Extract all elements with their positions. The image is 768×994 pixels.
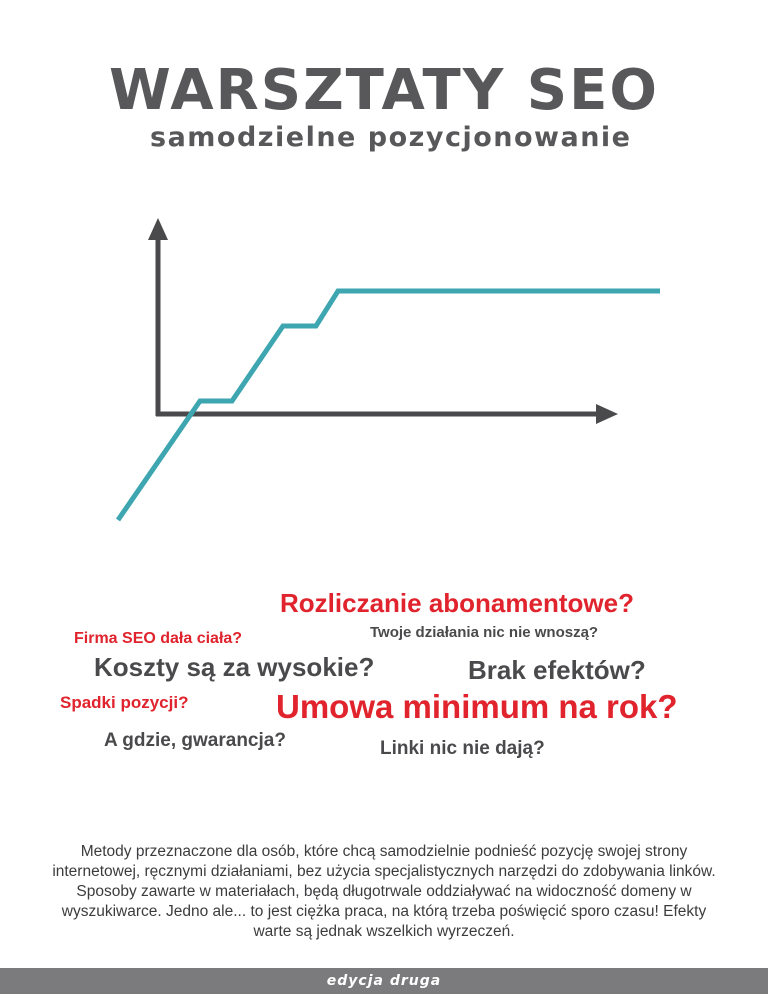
x-axis-arrow-icon bbox=[596, 404, 618, 424]
page-subtitle: samodzielne pozycjonowanie bbox=[150, 122, 632, 153]
question-actions: Twoje działania nic nie wnoszą? bbox=[370, 624, 599, 641]
description-text: Metody przeznaczone dla osób, które chcą samodzielnie podnieść pozycję swojej strony internetowej, ręcznymi działaniami, bez użycia specjalistycznych narzędzi do zdobywania linków. Sposoby zawarte w materiałach, będą długotrwale oddziaływać na widoczność domeny w wyszukiwarce. Jedno ale... to jest ciężka praca, na którą trzeba poświęcić sporo czasu! Efekty warte są jednak wszelkich wyrzeczeń. bbox=[52, 843, 716, 940]
question-contract: Umowa minimum na rok? bbox=[276, 688, 678, 725]
question-no-effects: Brak efektów? bbox=[468, 655, 646, 685]
trend-line bbox=[118, 291, 660, 520]
edition-label: edycja druga bbox=[326, 973, 442, 989]
question-rank-drops: Spadki pozycji? bbox=[60, 693, 189, 712]
question-links: Linki nic nie dają? bbox=[380, 738, 545, 759]
question-billing: Rozliczanie abonamentowe? bbox=[280, 588, 634, 618]
footer-bar bbox=[0, 968, 768, 994]
question-costs: Koszty są za wysokie? bbox=[94, 652, 375, 682]
y-axis-arrow-icon bbox=[148, 218, 168, 240]
question-guarantee: A gdzie, gwarancja? bbox=[104, 730, 286, 751]
question-seo-firm: Firma SEO dała ciała? bbox=[74, 630, 243, 647]
page-title: WARSZTATY SEO bbox=[109, 58, 659, 123]
